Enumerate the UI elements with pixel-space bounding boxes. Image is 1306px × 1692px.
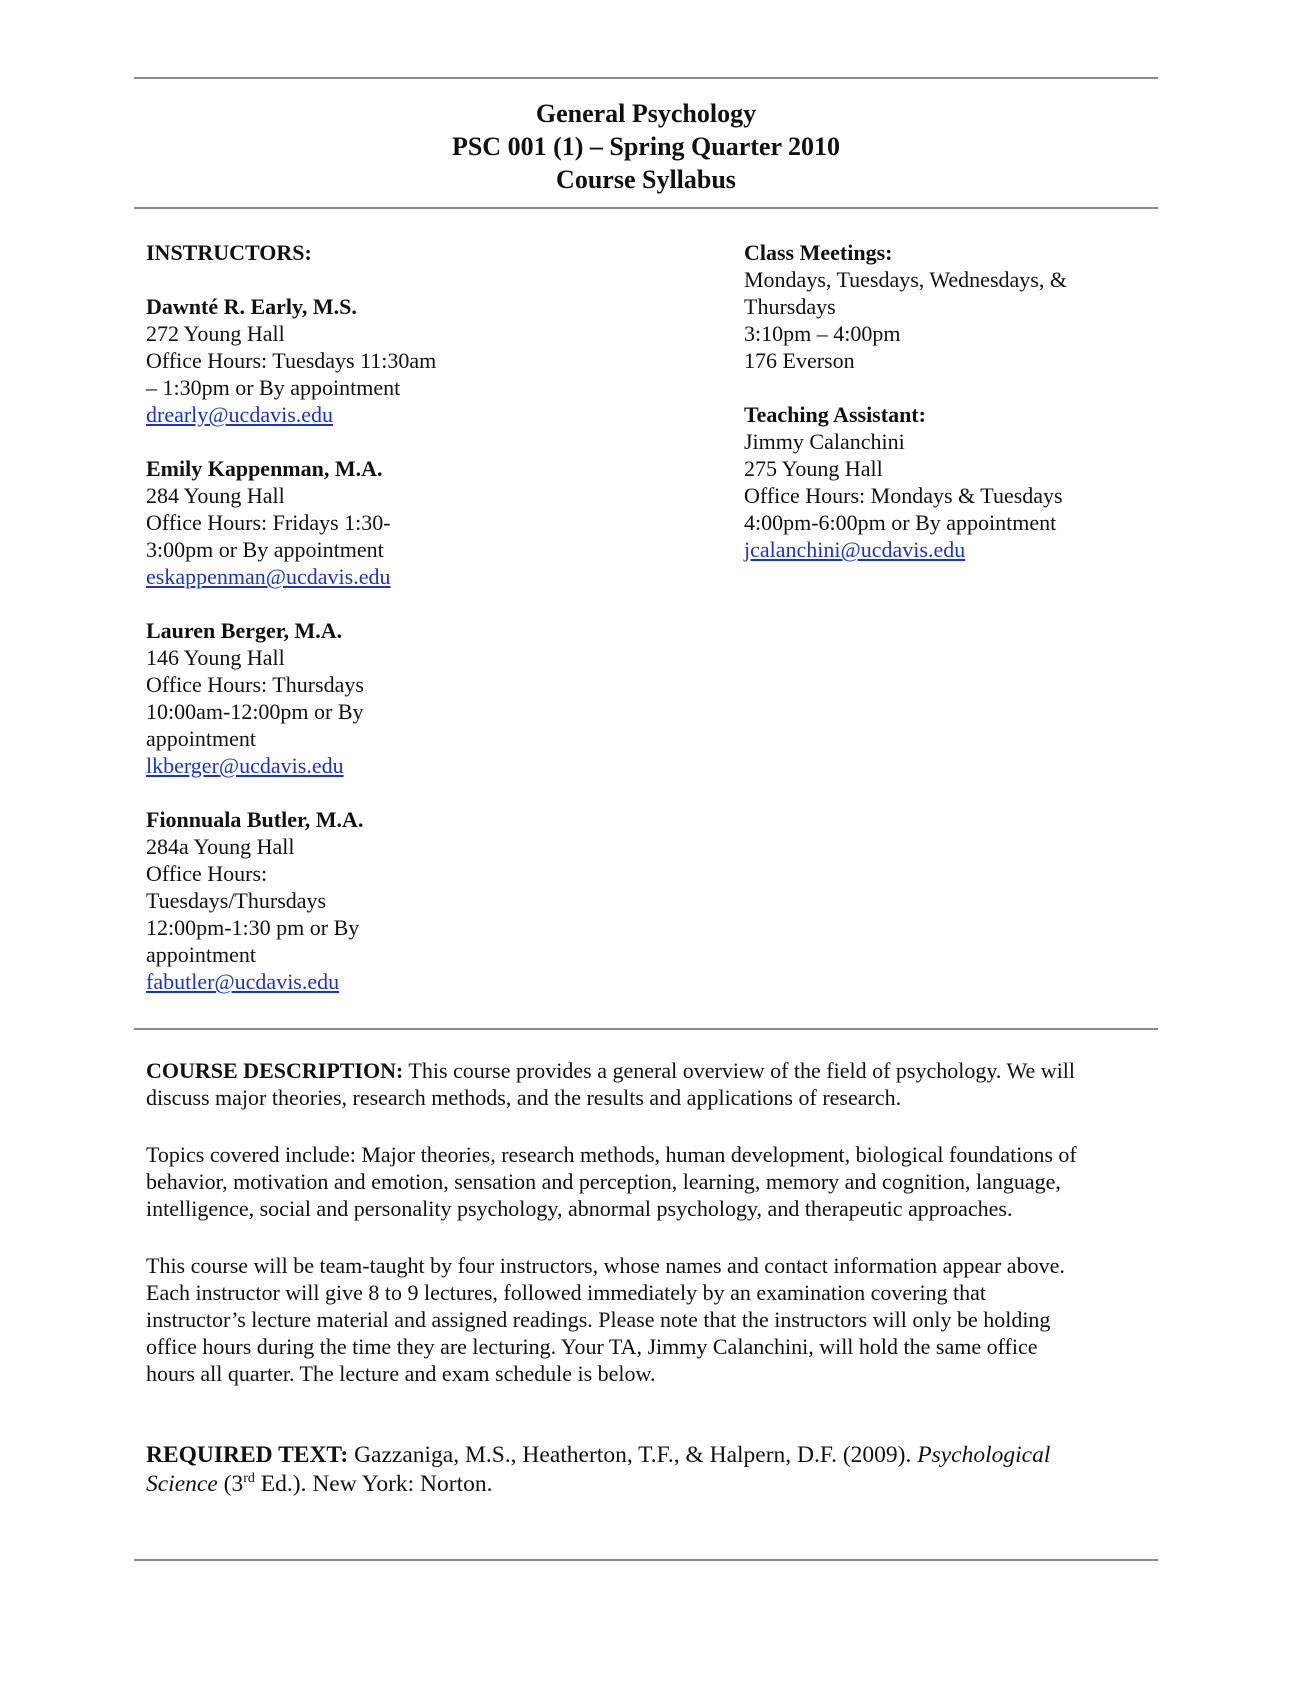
instructor-email-link[interactable]: fabutler@ucdavis.edu xyxy=(146,969,340,994)
instructor-email-link[interactable]: lkberger@ucdavis.edu xyxy=(146,753,344,778)
instructor-office: 284 Young Hall xyxy=(146,483,285,508)
description-label: COURSE DESCRIPTION: xyxy=(146,1058,404,1083)
instructor-hours: Office Hours: Fridays 1:30- xyxy=(146,510,391,535)
instructors-column xyxy=(146,239,476,1022)
course-title: General Psychology xyxy=(535,99,757,128)
instructor-email-link[interactable]: drearly@ucdavis.edu xyxy=(146,402,334,427)
instructor-card xyxy=(146,293,476,428)
team-teaching-paragraph xyxy=(146,1252,1146,1387)
required-text-authors: Gazzaniga, M.S., Heatherton, T.F., & Halpern, D.F. (2009). xyxy=(348,1442,918,1468)
description-paragraph xyxy=(146,1057,1146,1111)
required-text-label: REQUIRED TEXT: xyxy=(146,1442,349,1468)
instructor-hours: Office Hours: xyxy=(146,861,268,886)
instructor-hours: Office Hours: Thursdays xyxy=(146,672,364,697)
instructor-hours: 3:00pm or By appointment xyxy=(146,537,384,562)
instructor-office: 272 Young Hall xyxy=(146,321,285,346)
instructor-office: 284a Young Hall xyxy=(146,834,295,859)
team-text: office hours during the time they are lecturing. Your TA, Jimmy Calanchini, will hold the same office xyxy=(146,1334,1038,1359)
description-text: This course provides a general overview of the field of psychology. We will xyxy=(403,1058,1076,1083)
ta-hours: Office Hours: Mondays & Tuesdays xyxy=(744,483,1063,508)
book-title: Psychological xyxy=(917,1442,1051,1468)
ta-heading: Teaching Assistant: xyxy=(744,402,926,427)
team-text: instructor’s lecture material and assigned readings. Please note that the instructors will only be holding xyxy=(146,1307,1051,1332)
bottom-rule xyxy=(134,1559,1158,1561)
instructor-card xyxy=(146,806,476,995)
team-text: Each instructor will give 8 to 9 lectures, followed immediately by an examination covering that xyxy=(146,1280,987,1305)
top-rule xyxy=(134,77,1158,79)
instructor-name: Emily Kappenman, M.A. xyxy=(146,456,383,481)
ta-hours: 4:00pm-6:00pm or By appointment xyxy=(744,510,1057,535)
teaching-assistant xyxy=(744,401,1134,563)
instructor-office: 146 Young Hall xyxy=(146,645,285,670)
instructor-email-link[interactable]: eskappenman@ucdavis.edu xyxy=(146,564,391,589)
course-description xyxy=(146,1057,1146,1111)
edition-superscript: rd xyxy=(243,1471,255,1487)
title-bottom-rule xyxy=(134,207,1158,209)
instructor-hours: 12:00pm-1:30 pm or By xyxy=(146,915,360,940)
instructor-hours: Tuesdays/Thursdays xyxy=(146,888,327,913)
meeting-time: 3:10pm – 4:00pm xyxy=(744,321,901,346)
book-title: Science xyxy=(146,1471,218,1497)
topics-text: behavior, motivation and emotion, sensation and perception, learning, memory and cognition, language, xyxy=(146,1169,1061,1194)
instructor-hours: – 1:30pm or By appointment xyxy=(146,375,401,400)
ta-office: 275 Young Hall xyxy=(744,456,883,481)
section-rule xyxy=(134,1028,1158,1030)
instructor-name: Lauren Berger, M.A. xyxy=(146,618,343,643)
instructors-heading: INSTRUCTORS: xyxy=(146,240,312,265)
team-text: This course will be team-taught by four instructors, whose names and contact information appear above. xyxy=(146,1253,1065,1278)
description-text: discuss major theories, research methods, and the results and applications of research. xyxy=(146,1085,902,1110)
publisher-text: Ed.). New York: Norton. xyxy=(254,1471,493,1497)
instructor-hours: appointment xyxy=(146,726,256,751)
instructor-card xyxy=(146,617,476,779)
topics-paragraph xyxy=(146,1141,1146,1222)
topics-text: Topics covered include: Major theories, research methods, human development, biological foundations of xyxy=(146,1142,1077,1167)
meetings-column xyxy=(744,239,1134,590)
ta-name: Jimmy Calanchini xyxy=(744,429,905,454)
topics-text: intelligence, social and personality psychology, abnormal psychology, and therapeutic approaches. xyxy=(146,1196,1013,1221)
required-text xyxy=(146,1441,1146,1499)
meeting-days: Thursdays xyxy=(744,294,836,319)
instructor-name: Fionnuala Butler, M.A. xyxy=(146,807,364,832)
instructor-card xyxy=(146,455,476,590)
meeting-days: Mondays, Tuesdays, Wednesdays, & xyxy=(744,267,1067,292)
title-block xyxy=(134,97,1158,196)
meeting-location: 176 Everson xyxy=(744,348,855,373)
edition-text: (3 xyxy=(217,1471,244,1497)
team-text: hours all quarter. The lecture and exam schedule is below. xyxy=(146,1361,656,1386)
instructor-hours: appointment xyxy=(146,942,256,967)
class-meetings xyxy=(744,239,1134,374)
instructor-hours: Office Hours: Tuesdays 11:30am xyxy=(146,348,437,373)
course-code: PSC 001 (1) – Spring Quarter 2010 xyxy=(451,132,841,161)
ta-email-link[interactable]: jcalanchini@ucdavis.edu xyxy=(744,537,966,562)
instructor-hours: 10:00am-12:00pm or By xyxy=(146,699,364,724)
class-meetings-heading: Class Meetings: xyxy=(744,240,893,265)
instructor-name: Dawnté R. Early, M.S. xyxy=(146,294,357,319)
document-title: Course Syllabus xyxy=(556,165,736,194)
